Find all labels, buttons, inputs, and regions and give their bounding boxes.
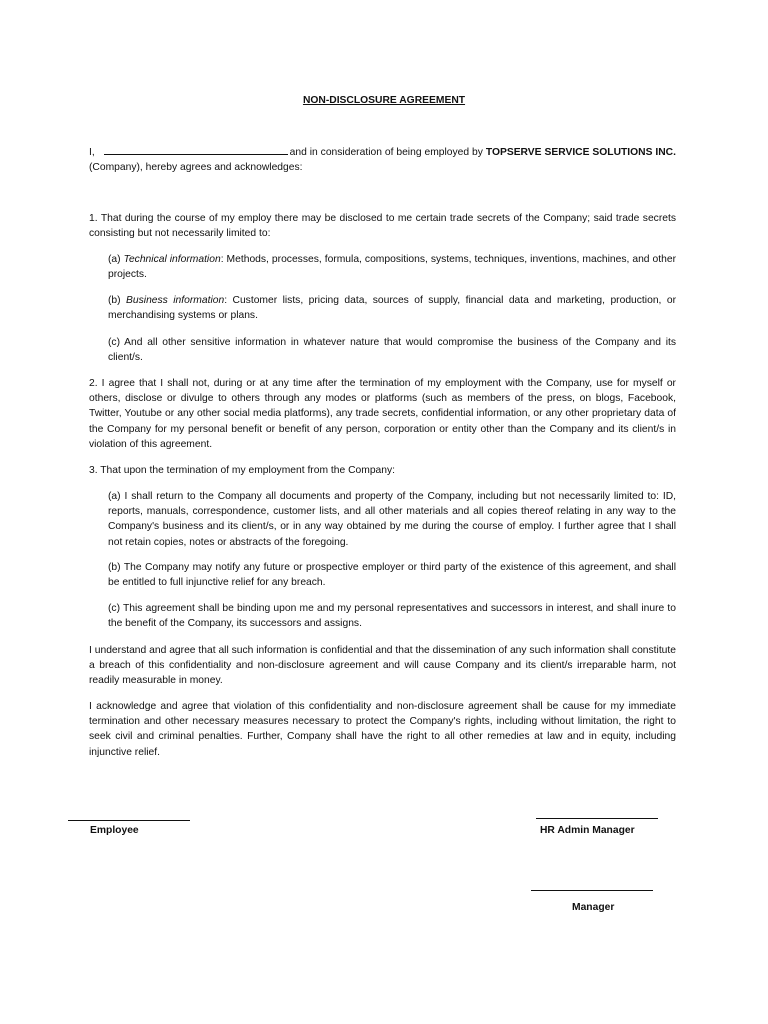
clause-1b-term: Business information xyxy=(126,295,225,306)
hr-admin-signature-line[interactable] xyxy=(536,818,658,819)
document-title: NON-DISCLOSURE AGREEMENT xyxy=(302,95,466,106)
employee-label: Employee xyxy=(90,825,139,836)
understand-paragraph: I understand and agree that all such information is confidential and that the dissemination of any such information shall constitute a breach of this confidentiality and non-disclosure agreement and will cause Company and its client/s irreparable harm, not readily measurable in money. xyxy=(89,645,676,687)
intro-pronoun: I, xyxy=(89,147,95,158)
clause-3: 3. That upon the termination of my employment from the Company: xyxy=(89,465,396,476)
intro-text: and in consideration of being employed by xyxy=(289,147,483,158)
company-name: TOPSERVE SERVICE SOLUTIONS INC. xyxy=(485,147,676,158)
hr-admin-label: HR Admin Manager xyxy=(540,825,635,836)
clause-3b: (b) The Company may notify any future or prospective employer or third party of the existence of this agreement, and shall be entitled to full injunctive relief for any breach. xyxy=(108,562,676,589)
manager-signature-line[interactable] xyxy=(531,890,653,891)
clause-1c: (c) And all other sensitive information in whatever nature that would compromise the business of the Company and its client/s. xyxy=(108,337,676,364)
clause-3c: (c) This agreement shall be binding upon me and my personal representatives and successors in interest, and shall inure to the benefit of the Company, its successors and assigns. xyxy=(108,603,676,630)
clause-2: 2. I agree that I shall not, during or at any time after the termination of my employment with the Company, use for myself or others, disclose or divulge to others through any modes or platforms (such as members of the press, on blogs, Facebook, Twitter, Youtube or any other social media platforms), any trade secrets, confidential information, or any other proprietary data of the Company for my personal benefit or benefit of any person, corporation or entity other than the Company and its client/s in violation of this agreement. xyxy=(89,378,676,450)
clause-1b-prefix: (b) xyxy=(108,295,121,306)
clause-1: 1. That during the course of my employ there may be disclosed to me certain trade secrets of the Company; said trade secrets consisting but not necessarily limited to: xyxy=(89,213,676,240)
clause-1a xyxy=(108,252,676,282)
clause-1b xyxy=(108,293,676,323)
clause-1a-term: Technical information xyxy=(123,254,221,265)
manager-label: Manager xyxy=(572,902,615,913)
clause-1a-text: : Methods, processes, formula, compositions, systems, techniques, inventions, machines, and other projects. xyxy=(108,254,676,281)
intro-paragraph xyxy=(89,144,676,175)
employee-signature-line[interactable] xyxy=(68,820,190,821)
clause-3a: (a) I shall return to the Company all documents and property of the Company, including but not necessarily limited to: ID, reports, manuals, correspondence, customer lists, and all other materials and all copies thereof relating in any way to the Company's business and its client/s, or in any way obtained by me during the course of employ. I further agree that I shall not retain copies, notes or abstracts of the foregoing. xyxy=(108,491,676,548)
employee-name-blank[interactable] xyxy=(104,144,288,155)
clause-1b-text: : Customer lists, pricing data, sources of supply, financial data and marketing, production, or merchandising systems or plans. xyxy=(108,295,677,322)
clause-1a-prefix: (a) xyxy=(108,254,121,265)
intro-text-end: (Company), hereby agrees and acknowledges: xyxy=(89,162,303,174)
acknowledge-paragraph: I acknowledge and agree that violation of this confidentiality and non-disclosure agreement shall be cause for my immediate termination and other necessary measures necessary to protect the Company's rights, including without limitation, the right to seek civil and criminal penalties. Further, Company shall have the right to all other remedies at law and in equity, including injunctive relief. xyxy=(89,701,676,758)
